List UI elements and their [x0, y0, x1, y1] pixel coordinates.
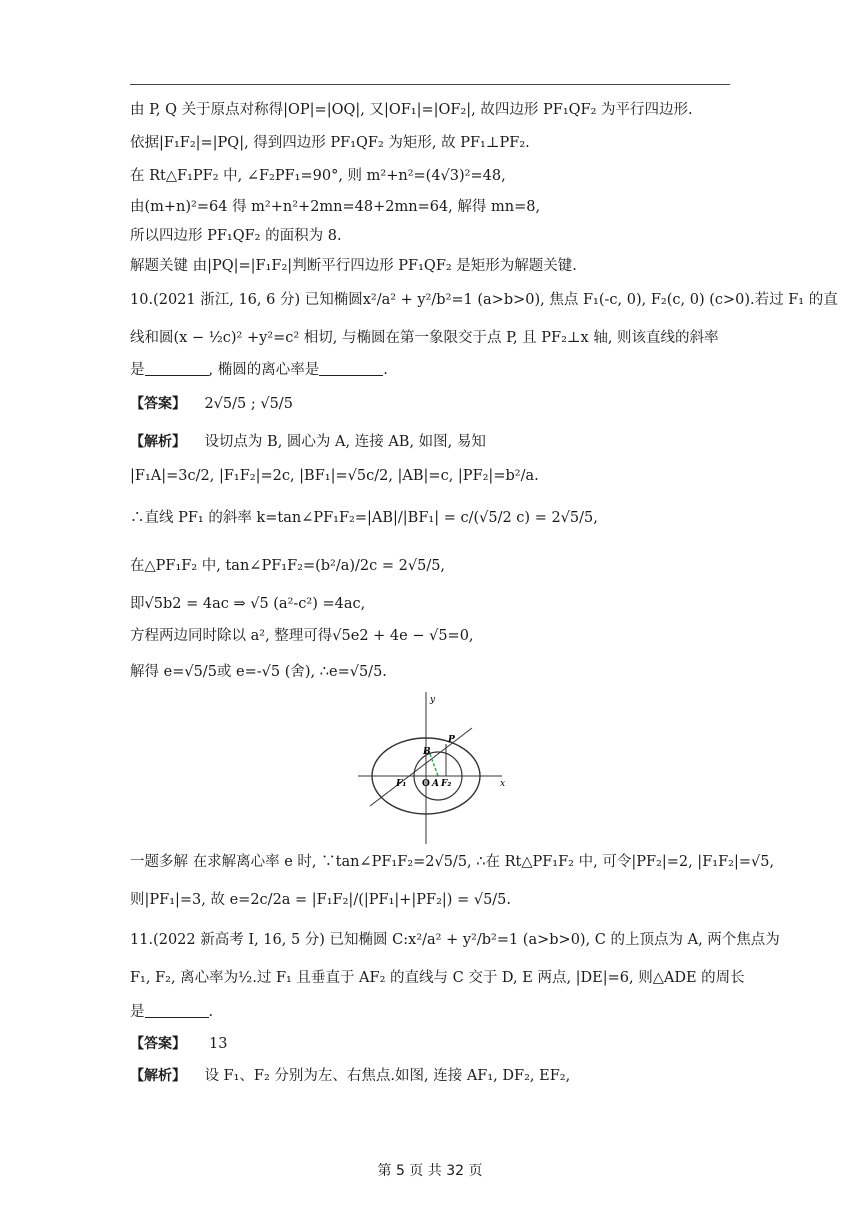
answer-value: 2√5/5 ; √5/5: [204, 396, 293, 412]
text-line: 所以四边形 PF₁QF₂ 的面积为 8.: [130, 228, 342, 244]
problem-10-line-3: 是 , 椭圆的离心率是 .: [130, 362, 388, 378]
text-line: |F₁A|=3c/2, |F₁F₂|=2c, |BF₁|=√5c/2, |AB|=c, |PF₂|=b²/a.: [130, 468, 539, 484]
text-line: 解得 e=√5/5或 e=-√5 (舍), ∴e=√5/5.: [130, 664, 387, 680]
f2-label: F₂: [441, 779, 452, 789]
text-line: 则|PF₁|=3, 故 e=2c/2a = |F₁F₂|/(|PF₁|+|PF₂|) = √5/5.: [130, 892, 512, 908]
ellipse-figure: [350, 688, 510, 848]
analysis-line: [130, 432, 486, 452]
text-line: 方程两边同时除以 a², 整理可得√5e2 + 4e − √5=0,: [130, 628, 474, 644]
text-line: 在 Rt△F₁PF₂ 中, ∠F₂PF₁=90°, 则 m²+n²=(4√3)²=48,: [130, 168, 506, 184]
problem-11-line-3: 是 .: [130, 1004, 214, 1020]
answer-value: 13: [209, 1036, 228, 1052]
b-label: B: [423, 747, 431, 757]
text-fragment: 是: [130, 1004, 145, 1020]
page-footer: 第 5 页 共 32 页: [377, 1163, 483, 1179]
text-fragment: 设 F₁、F₂ 分别为左、右焦点.如图, 连接 AF₁, DF₂, EF₂,: [204, 1068, 571, 1084]
alt-solution-line: 一题多解 在求解离心率 e 时, ∵tan∠PF₁F₂=2√5/5, ∴在 Rt△PF₁F₂ 中, 可令|PF₂|=2, |F₁F₂|=√5,: [130, 854, 775, 870]
text-line: 依据|F₁F₂|=|PQ|, 得到四边形 PF₁QF₂ 为矩形, 故 PF₁⊥PF₂.: [130, 135, 530, 151]
text-fragment: , 椭圆的离心率是: [208, 362, 320, 378]
answer-blank: [319, 361, 383, 376]
text-line: ∴直线 PF₁ 的斜率 k=tan∠PF₁F₂=|AB|/|BF₁| = c/(√5/2 c) = 2√5/5,: [130, 510, 598, 526]
problem-11-line-2: F₁, F₂, 离心率为½.过 F₁ 且垂直于 AF₂ 的直线与 C 交于 D, E 两点, |DE|=6, 则△ADE 的周长: [130, 970, 745, 986]
answer-line: [130, 1034, 228, 1054]
y-label: y: [430, 695, 436, 705]
text-line: 即√5b2 = 4ac ⇒ √5 (a²-c²) =4ac,: [130, 596, 366, 612]
f1-label: F₁: [396, 779, 407, 789]
analysis-tag: 【解析】: [130, 434, 186, 450]
text-line: 由 P, Q 关于原点对称得|OP|=|OQ|, 又|OF₁|=|OF₂|, 故四边形 PF₁QF₂ 为平行四边形.: [130, 102, 693, 118]
p-label: P: [448, 735, 455, 745]
answer-tag: 【答案】: [130, 396, 186, 412]
analysis-tag: 【解析】: [130, 1068, 186, 1084]
x-label: x: [500, 779, 506, 789]
problem-10-line-1: 10.(2021 浙江, 16, 6 分) 已知椭圆x²/a² + y²/b²=1 (a>b>0), 焦点 F₁(-c, 0), F₂(c, 0) (c>0).若过 F₁ 的直: [130, 292, 838, 308]
key-point-line: 解题关键 由|PQ|=|F₁F₂|判断平行四边形 PF₁QF₂ 是矩形为解题关键.: [130, 258, 577, 274]
text-line: 由(m+n)²=64 得 m²+n²+2mn=48+2mn=64, 解得 mn=8,: [130, 199, 541, 215]
a-label: A: [432, 779, 439, 789]
answer-tag: 【答案】: [130, 1036, 186, 1052]
text-line: 在△PF₁F₂ 中, tan∠PF₁F₂=(b²/a)/2c = 2√5/5,: [130, 558, 446, 574]
answer-blank: [145, 361, 209, 376]
problem-11-line-1: 11.(2022 新高考 Ⅰ, 16, 5 分) 已知椭圆 C:x²/a² + y²/b²=1 (a>b>0), C 的上顶点为 A, 两个焦点为: [130, 932, 780, 948]
answer-line: [130, 394, 293, 414]
ellipse-diagram: [350, 688, 510, 848]
text-fragment: 是: [130, 362, 145, 378]
analysis-line: [130, 1066, 570, 1086]
problem-10-line-2: 线和圆(x − ½c)² +y²=c² 相切, 与椭圆在第一象限交于点 P, 且 PF₂⊥x 轴, 则该直线的斜率: [130, 330, 719, 346]
answer-blank: [145, 1003, 209, 1018]
text-fragment: 设切点为 B, 圆心为 A, 连接 AB, 如图, 易知: [204, 434, 486, 450]
tangent-line: [370, 728, 472, 806]
o-label: O: [422, 779, 430, 789]
header-rule: [130, 84, 730, 85]
